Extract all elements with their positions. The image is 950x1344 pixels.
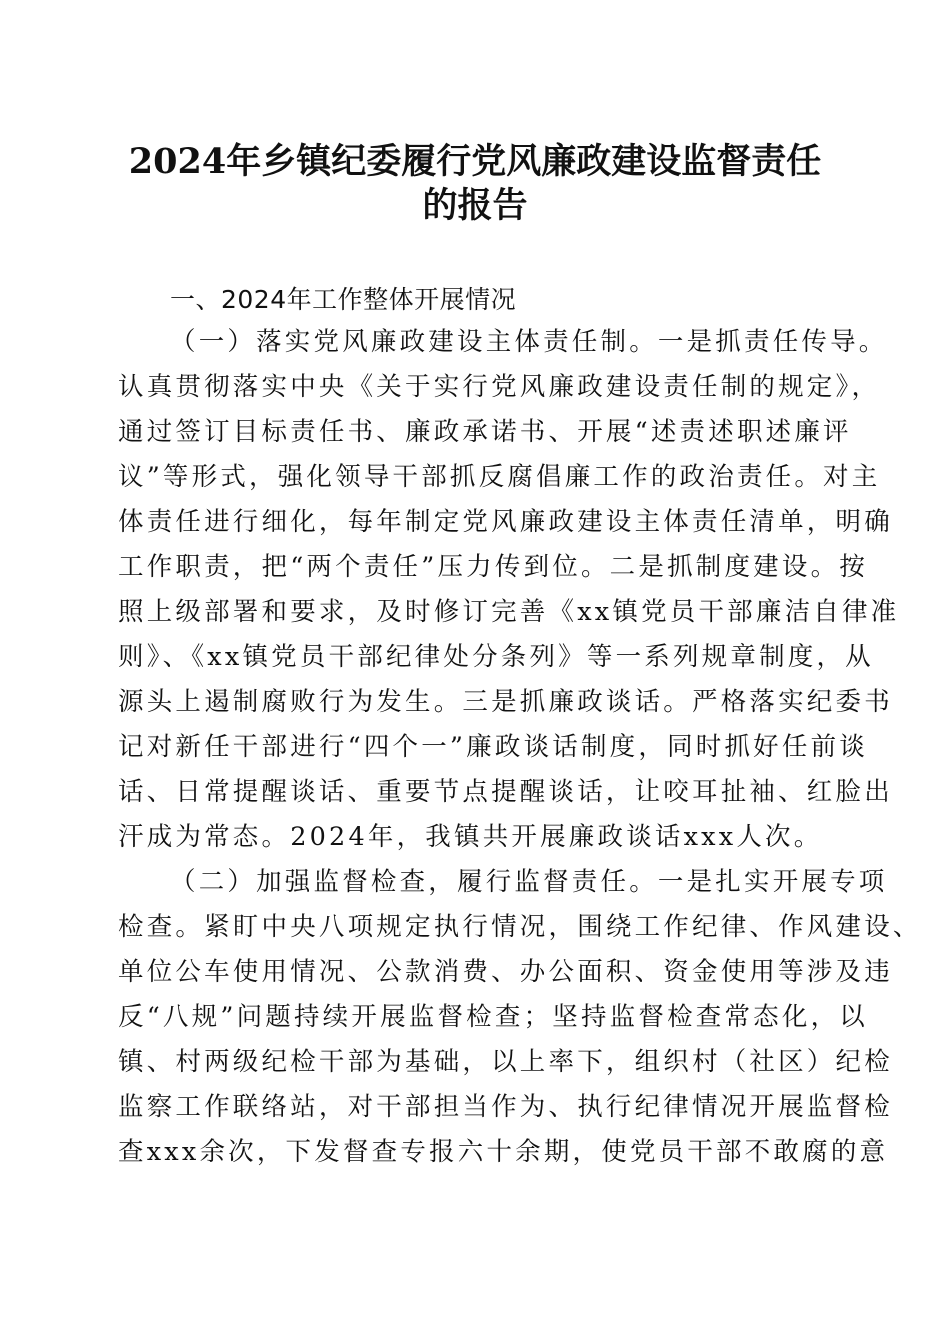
document-title-line-1: 2024年乡镇纪委履行党风廉政建设监督责任 xyxy=(128,141,822,182)
paragraph-line: 议”等形式，强化领导干部抓反腐倡廉工作的政治责任。对主 xyxy=(118,462,881,492)
paragraph-line: 镇、村两级纪检干部为基础，以上率下，组织村（社区）纪检 xyxy=(118,1047,893,1077)
paragraph-line: 工作职责，把“两个责任”压力传到位。二是抓制度建设。按 xyxy=(118,552,868,582)
paragraph-line: 照上级部署和要求，及时修订完善《xx镇党员干部廉洁自律准 xyxy=(118,597,900,627)
paragraph-line: 单位公车使用情况、公款消费、办公面积、资金使用等涉及违 xyxy=(118,957,893,987)
paragraph-line: 反“八规”问题持续开展监督检查；坚持监督检查常态化，以 xyxy=(118,1002,868,1032)
paragraph-line: 认真贯彻落实中央《关于实行党风廉政建设责任制的规定》， xyxy=(118,372,881,402)
paragraph-line: 通过签订目标责任书、廉政承诺书、开展“述责述职述廉评 xyxy=(118,417,852,447)
paragraph-line: 记对新任干部进行“四个一”廉政谈话制度，同时抓好任前谈 xyxy=(118,732,868,762)
document-title-line-2: 的报告 xyxy=(422,185,528,226)
paragraph-line: 源头上遏制腐败行为发生。三是抓廉政谈话。严格落实纪委书 xyxy=(118,687,893,717)
paragraph-line: 体责任进行细化，每年制定党风廉政建设主体责任清单，明确 xyxy=(118,507,893,537)
paragraph-line: 检查。紧盯中央八项规定执行情况，围绕工作纪律、作风建设、 xyxy=(118,912,922,942)
paragraph-line: （一）落实党风廉政建设主体责任制。一是抓责任传导。 xyxy=(170,327,888,357)
paragraph-line: 话、日常提醒谈话、重要节点提醒谈话，让咬耳扯袖、红脸出 xyxy=(118,777,893,807)
section-heading: 一、2024年工作整体开展情况 xyxy=(170,285,517,314)
paragraph-line: 则》、《xx镇党员干部纪律处分条列》等一系列规章制度，从 xyxy=(118,642,874,672)
paragraph-line: 汗成为常态。2024年，我镇共开展廉政谈话xxx人次。 xyxy=(118,822,823,852)
paragraph-line: 监察工作联络站，对干部担当作为、执行纪律情况开展监督检 xyxy=(118,1092,893,1122)
paragraph-line: （二）加强监督检查，履行监督责任。一是扎实开展专项 xyxy=(170,867,888,897)
paragraph-line: 查xxx余次，下发督查专报六十余期，使党员干部不敢腐的意 xyxy=(118,1137,889,1167)
